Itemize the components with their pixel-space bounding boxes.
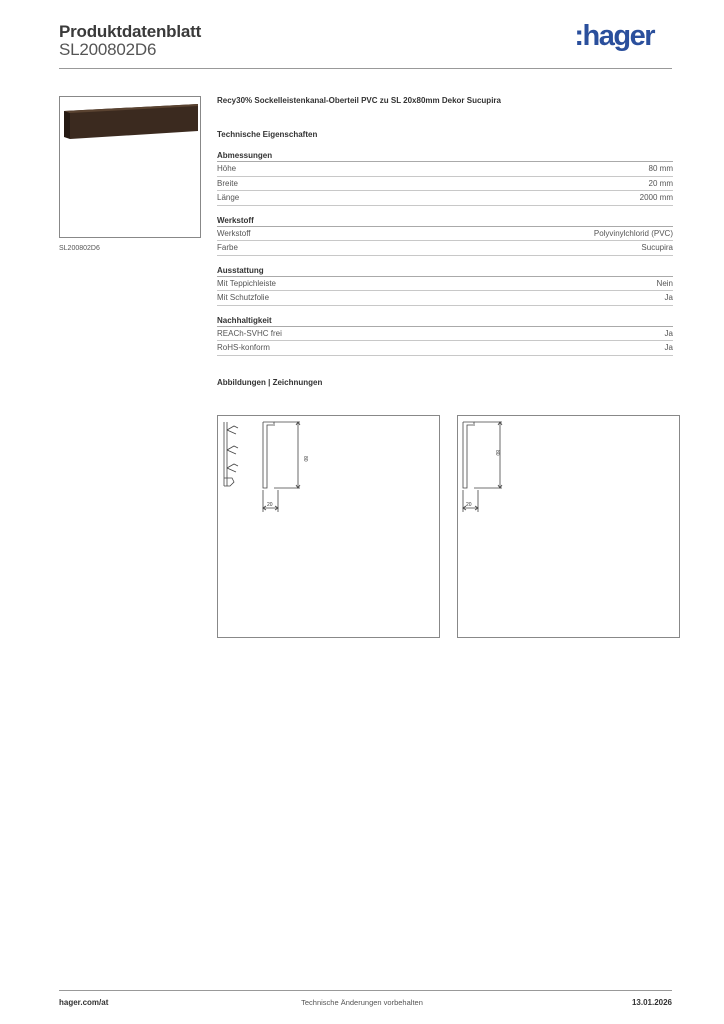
row-value: Ja xyxy=(664,343,673,352)
row-label: Breite xyxy=(217,178,238,188)
tech-properties-heading: Technische Eigenschaften xyxy=(217,130,318,139)
row-label: Farbe xyxy=(217,243,238,252)
row-value: 2000 mm xyxy=(639,193,673,202)
section-title: Nachhaltigkeit xyxy=(217,316,673,327)
row-value: Nein xyxy=(656,278,673,288)
section-werkstoff xyxy=(217,216,673,256)
dim-width-label: 20 xyxy=(466,502,472,508)
section-ausstattung xyxy=(217,266,673,306)
section-nachhaltigkeit xyxy=(217,316,673,356)
footer-date: 13.01.2026 xyxy=(631,998,672,1007)
row-label: REACh-SVHC frei xyxy=(217,328,282,338)
section-title: Werkstoff xyxy=(217,216,673,227)
row-value: Sucupira xyxy=(641,243,673,252)
product-image xyxy=(59,96,201,238)
table-row xyxy=(217,327,673,342)
header-divider xyxy=(59,68,672,69)
table-row xyxy=(217,277,673,292)
footer-divider xyxy=(59,990,672,991)
product-details xyxy=(217,96,673,389)
product-profile-picture xyxy=(60,97,202,239)
dim-height-label: 80 xyxy=(494,450,500,456)
document-title: Produktdatenblatt xyxy=(59,22,202,41)
row-value: Polyvinylchlorid (PVC) xyxy=(593,228,673,238)
table-row xyxy=(217,162,673,177)
row-value: 20 mm xyxy=(648,178,673,188)
dim-width-label: 20 xyxy=(267,502,273,508)
row-label: Höhe xyxy=(217,164,237,173)
page-header xyxy=(59,20,672,70)
footer-note: Technische Änderungen vorbehalten xyxy=(301,998,423,1007)
dim-height-label: 80 xyxy=(302,456,308,462)
hager-logo[interactable]: :hager xyxy=(574,20,654,52)
table-row xyxy=(217,291,673,306)
row-value: Ja xyxy=(664,293,673,302)
profile-drawing-assembly xyxy=(218,416,441,639)
section-title: Abmessungen xyxy=(217,151,673,162)
drawings-heading: Abbildungen | Zeichnungen xyxy=(217,377,323,387)
row-label: RoHS-konform xyxy=(217,343,270,352)
table-row xyxy=(217,177,673,192)
row-label: Länge xyxy=(217,193,240,202)
row-label: Mit Teppichleiste xyxy=(217,278,276,288)
row-value: 80 mm xyxy=(648,164,673,173)
section-title: Ausstattung xyxy=(217,266,673,277)
product-title: Recy30% Sockelleistenkanal-Oberteil PVC zu SL 20x80mm Dekor Sucupira xyxy=(217,96,501,105)
table-row xyxy=(217,241,673,256)
technical-drawing-2 xyxy=(457,415,680,638)
row-value: Ja xyxy=(664,328,673,338)
section-abmessungen xyxy=(217,151,673,206)
table-row xyxy=(217,191,673,206)
image-caption: SL200802D6 xyxy=(59,245,100,252)
technical-drawing-1 xyxy=(217,415,440,638)
profile-drawing-cover xyxy=(458,416,681,639)
row-label: Mit Schutzfolie xyxy=(217,293,270,302)
row-label: Werkstoff xyxy=(217,228,251,238)
table-row xyxy=(217,341,673,356)
footer-website-link[interactable]: hager.com/at xyxy=(59,998,109,1007)
table-row xyxy=(217,227,673,242)
article-number: SL200802D6 xyxy=(59,40,157,59)
